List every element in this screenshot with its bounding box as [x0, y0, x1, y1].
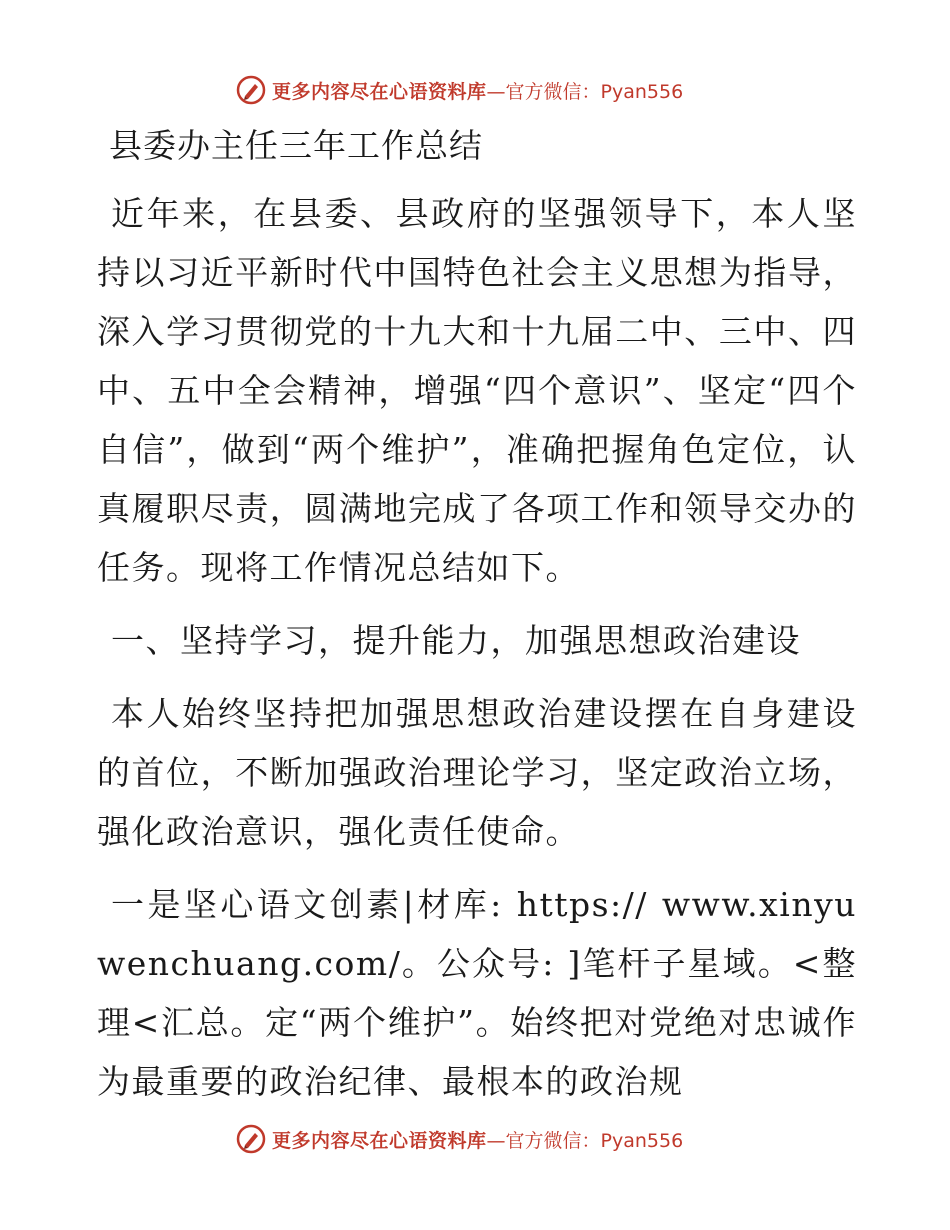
- section-item-paragraph: 一是坚心语文创素|材库: https:// www.xinyuwenchuang.com/。公众号: ]笔杆子星域。<整理<汇总。定“两个维护”。始终把对党绝对忠诚作为最重要的政治纪律、最根本的政治规: [97, 885, 857, 1101]
- intro-paragraph: 近年来，在县委、县政府的坚强领导下，本人坚持以习近平新时代中国特色社会主义思想为指导，深入学习贯彻党的十九大和十九届二中、三中、四中、五中全会精神，增强“四个意识”、坚定“四个自信”，做到“两个维护”，准确把握角色定位，认真履职尽责，圆满地完成了各项工作和领导交办的任务。现将工作情况总结如下。: [97, 194, 857, 587]
- document-body: [97, 118, 857, 1125]
- section-paragraph: 本人始终坚持把加强思想政治建设摆在自身建设的首位，不断加强政治理论学习，坚定政治立场，强化政治意识，强化责任使命。: [97, 694, 857, 851]
- banner-brand-text: 更多内容尽在心语资料库: [272, 80, 487, 103]
- footer-banner: [236, 1122, 683, 1156]
- pen-logo-icon: [236, 75, 266, 105]
- banner-official-text: —官方微信：Pyan556: [486, 1129, 684, 1152]
- document-title: 县委办主任三年工作总结: [109, 126, 483, 165]
- header-banner: [236, 73, 683, 107]
- pen-logo-icon: [236, 1124, 266, 1154]
- banner-official-text: —官方微信：Pyan556: [486, 80, 684, 103]
- section-heading: 一、坚持学习，提升能力，加强思想政治建设: [111, 621, 801, 660]
- banner-brand-text: 更多内容尽在心语资料库: [272, 1129, 487, 1152]
